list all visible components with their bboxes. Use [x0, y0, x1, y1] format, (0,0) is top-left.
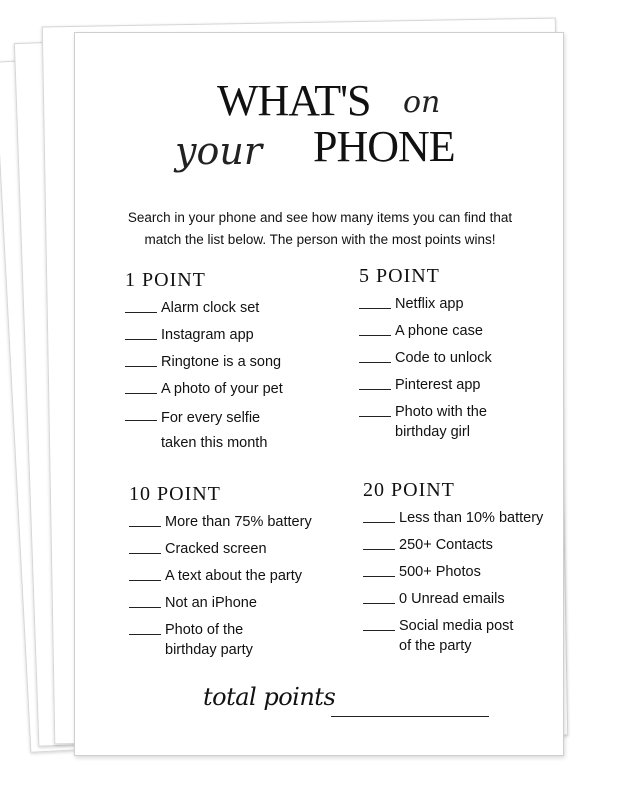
- title-on: on: [403, 85, 441, 120]
- answer-blank: [125, 406, 157, 421]
- section-5-point: [359, 265, 492, 449]
- list-item: Instagram app: [125, 325, 283, 345]
- list-item: Photo of the birthday party: [129, 620, 312, 660]
- instructions: Search in your phone and see how many items you can find that match the list below. The person with the most points wins!: [127, 210, 513, 247]
- list-item: A photo of your pet: [125, 379, 283, 399]
- section-10-point: [129, 483, 312, 667]
- answer-blank: [363, 589, 395, 604]
- answer-blank: [359, 348, 391, 363]
- answer-blank: [363, 508, 395, 523]
- answer-blank: [125, 352, 157, 367]
- total-points-line: [331, 716, 489, 717]
- total-points: [203, 683, 503, 723]
- section-title: 1 POINT: [125, 269, 206, 291]
- section-title: 10 POINT: [129, 483, 221, 505]
- answer-blank: [129, 566, 161, 581]
- answer-blank: [359, 402, 391, 417]
- list-item: Not an iPhone: [129, 593, 312, 613]
- list-item: 0 Unread emails: [363, 589, 543, 609]
- list-item: 500+ Photos: [363, 562, 543, 582]
- answer-blank: [363, 562, 395, 577]
- answer-blank: [125, 298, 157, 313]
- answer-blank: [363, 616, 395, 631]
- answer-blank: [125, 325, 157, 340]
- total-points-label: total points: [203, 683, 336, 711]
- list-item: Alarm clock set: [125, 298, 283, 318]
- answer-blank: [359, 294, 391, 309]
- answer-blank: [129, 512, 161, 527]
- list-item: Code to unlock: [359, 348, 492, 368]
- section-1-point: [125, 269, 283, 463]
- title-whats: WHAT'S: [217, 76, 371, 125]
- game-card: [74, 32, 564, 756]
- title-your: your: [175, 129, 262, 173]
- list-item: Netflix app: [359, 294, 492, 314]
- list-item: A text about the party: [129, 566, 312, 586]
- answer-blank: [363, 535, 395, 550]
- list-item: A phone case: [359, 321, 492, 341]
- section-20-point: [363, 479, 543, 663]
- list-item: Photo with the birthday girl: [359, 402, 492, 442]
- list-item: Social media post of the party: [363, 616, 543, 656]
- list-item: For every selfie taken this month: [125, 406, 283, 456]
- answer-blank: [359, 375, 391, 390]
- list-item: Less than 10% battery: [363, 508, 543, 528]
- list-item: Ringtone is a song: [125, 352, 283, 372]
- list-item: 250+ Contacts: [363, 535, 543, 555]
- answer-blank: [129, 593, 161, 608]
- answer-blank: [359, 321, 391, 336]
- section-title: 20 POINT: [363, 479, 455, 501]
- answer-blank: [129, 539, 161, 554]
- section-title: 5 POINT: [359, 265, 440, 287]
- list-item: Cracked screen: [129, 539, 312, 559]
- answer-blank: [129, 620, 161, 635]
- list-item: More than 75% battery: [129, 512, 312, 532]
- answer-blank: [125, 379, 157, 394]
- title-phone: PHONE: [313, 122, 455, 171]
- list-item: Pinterest app: [359, 375, 492, 395]
